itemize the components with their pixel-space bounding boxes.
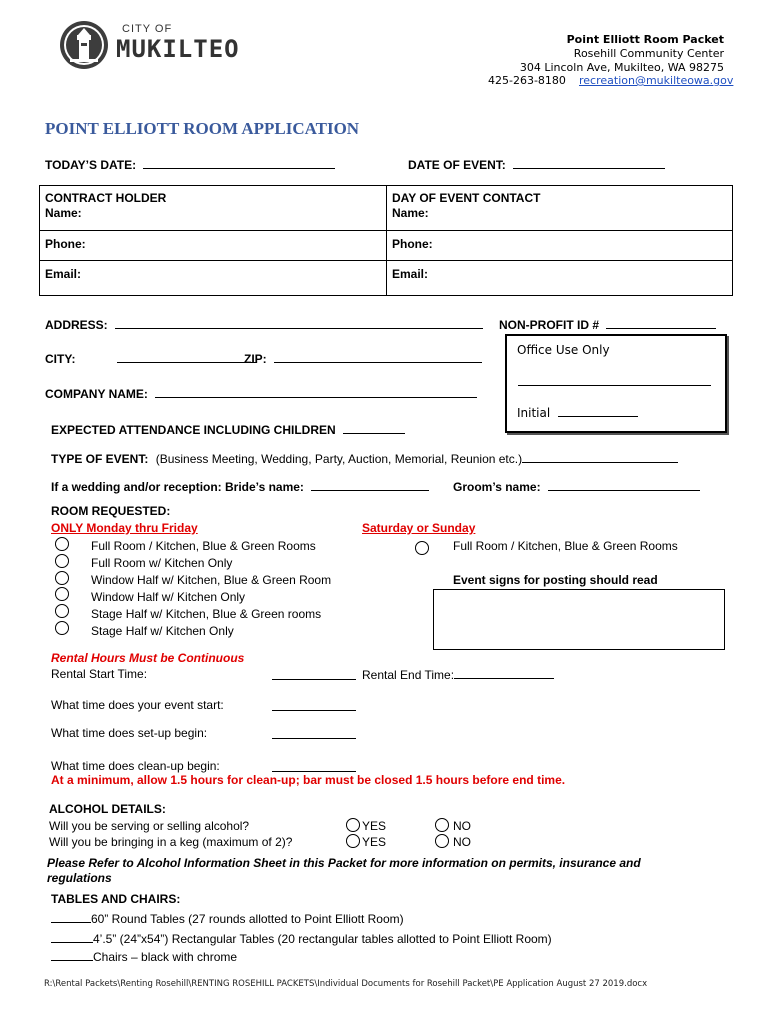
alcohol-note: Please Refer to Alcohol Information Sheet in this Packet for more information on permits, insurance and regulations — [47, 856, 641, 885]
office-use-label: Office Use Only — [517, 343, 610, 357]
header-phone: 425-263-8180 — [488, 74, 566, 87]
alcohol-q1-yes-radio[interactable] — [346, 818, 360, 832]
contract-holder-name: Name: — [45, 206, 82, 220]
event-type-field[interactable] — [522, 451, 678, 463]
nonprofit-label: NON-PROFIT ID # — [499, 318, 600, 332]
rental-end-field[interactable] — [454, 667, 554, 679]
tables-heading: TABLES AND CHAIRS: — [51, 892, 181, 906]
event-contact-name: Name: — [392, 206, 429, 220]
event-type-label: TYPE OF EVENT: — [51, 452, 149, 466]
event-contact-phone: Phone: — [392, 237, 433, 251]
weekday-option-1: Full Room / Kitchen, Blue & Green Rooms — [91, 539, 316, 553]
event-contact-email: Email: — [392, 267, 429, 281]
weekday-radio-4[interactable] — [55, 587, 69, 601]
contract-holder-heading: CONTRACT HOLDER — [45, 191, 167, 205]
office-initial-label: Initial — [517, 406, 551, 420]
header-address: 304 Lincoln Ave, Mukilteo, WA 98275 — [519, 61, 724, 74]
weekend-radio-1[interactable] — [415, 541, 429, 555]
weekday-radio-2[interactable] — [55, 554, 69, 568]
alcohol-question-1: Will you be serving or selling alcohol? — [49, 819, 250, 833]
office-use-line — [518, 385, 711, 386]
city-logo — [58, 17, 268, 73]
round-tables-label: 60” Round Tables (27 rounds allotted to Point Elliott Room) — [91, 912, 404, 926]
weekend-heading: Saturday or Sunday — [362, 521, 476, 535]
setup-field[interactable] — [272, 738, 356, 739]
event-start-label: What time does your event start: — [51, 698, 224, 712]
weekday-option-6: Stage Half w/ Kitchen Only — [91, 624, 234, 638]
brides-name-field[interactable] — [311, 479, 429, 491]
weekday-option-4: Window Half w/ Kitchen Only — [91, 590, 246, 604]
event-signs-label: Event signs for posting should read — [453, 573, 658, 587]
weekday-option-2: Full Room w/ Kitchen Only — [91, 556, 233, 570]
nonprofit-field[interactable] — [606, 317, 716, 329]
alcohol-heading: ALCOHOL DETAILS: — [49, 802, 166, 816]
weekday-option-5: Stage Half w/ Kitchen, Blue & Green rooms — [91, 607, 322, 621]
cleanup-label: What time does clean-up begin: — [51, 759, 220, 773]
table-row-phone[interactable] — [40, 231, 732, 261]
alcohol-q2-no-label: NO — [453, 835, 471, 849]
rental-continuous-note: Rental Hours Must be Continuous — [51, 651, 245, 665]
alcohol-question-2: Will you be bringing in a keg (maximum of 2)? — [49, 835, 293, 849]
company-field[interactable] — [155, 386, 477, 398]
lighthouse-icon — [58, 19, 110, 71]
todays-date-label: TODAY’S DATE: — [45, 158, 137, 172]
alcohol-q1-no-label: NO — [453, 819, 471, 833]
chairs-field[interactable] — [51, 949, 93, 961]
address-field[interactable] — [115, 317, 483, 329]
event-signs-box[interactable] — [433, 589, 725, 650]
alcohol-q2-yes-label: YES — [362, 835, 387, 849]
address-label: ADDRESS: — [45, 318, 108, 332]
rect-tables-label: 4’.5” (24”x54”) Rectangular Tables (20 rectangular tables allotted to Point Elliott Room) — [93, 932, 552, 946]
weekday-radio-5[interactable] — [55, 604, 69, 618]
event-date-label: DATE OF EVENT: — [408, 158, 506, 172]
grooms-name-label: Groom’s name: — [453, 480, 541, 494]
round-tables-field[interactable] — [51, 911, 91, 923]
header-center: Rosehill Community Center — [573, 47, 724, 60]
setup-label: What time does set-up begin: — [51, 726, 208, 740]
header-email-link[interactable]: recreation@mukilteowa.gov — [579, 74, 734, 87]
grooms-name-field[interactable] — [548, 479, 700, 491]
footer-path: R:\Rental Packets\Renting Rosehill\RENTING ROSEHILL PACKETS\Individual Documents for Rosehill Packet\PE Application August 27 2019.docx — [44, 979, 648, 989]
cleanup-field[interactable] — [272, 771, 356, 772]
contact-table — [39, 185, 733, 296]
weekday-heading: ONLY Monday thru Friday — [51, 521, 198, 535]
attendance-field[interactable] — [343, 422, 405, 434]
office-use-box — [505, 334, 727, 433]
zip-label: ZIP: — [244, 352, 267, 366]
event-date-field[interactable] — [513, 157, 665, 169]
office-initial-field[interactable] — [558, 405, 638, 417]
event-start-field[interactable] — [272, 710, 356, 711]
weekend-option-1: Full Room / Kitchen, Blue & Green Rooms — [453, 539, 678, 553]
weekday-radio-6[interactable] — [55, 621, 69, 635]
city-label: CITY: — [45, 352, 76, 366]
todays-date-field[interactable] — [143, 157, 335, 169]
rental-start-field[interactable] — [272, 679, 356, 680]
rental-end-label: Rental End Time: — [362, 668, 455, 682]
header-packet: Point Elliott Room Packet — [566, 33, 724, 46]
logo-name: MUKILTEO — [116, 35, 240, 63]
alcohol-q2-no-radio[interactable] — [435, 834, 449, 848]
logo-city-of: CITY OF — [122, 23, 173, 35]
alcohol-q2-yes-radio[interactable] — [346, 834, 360, 848]
chairs-label: Chairs – black with chrome — [93, 950, 238, 964]
weekday-radio-3[interactable] — [55, 571, 69, 585]
cleanup-warning: At a minimum, allow 1.5 hours for clean-up; bar must be closed 1.5 hours before end time. — [51, 773, 566, 787]
rental-start-label: Rental Start Time: — [51, 667, 148, 681]
event-type-examples: (Business Meeting, Wedding, Party, Auction, Memorial, Reunion etc.) — [155, 452, 523, 466]
alcohol-q1-no-radio[interactable] — [435, 818, 449, 832]
weekday-option-3: Window Half w/ Kitchen, Blue & Green Room — [91, 573, 332, 587]
event-contact-heading: DAY OF EVENT CONTACT — [392, 191, 541, 205]
zip-field[interactable] — [274, 351, 482, 363]
attendance-label: EXPECTED ATTENDANCE INCLUDING CHILDREN — [51, 423, 336, 437]
weekday-radio-1[interactable] — [55, 537, 69, 551]
room-requested-heading: ROOM REQUESTED: — [51, 504, 171, 518]
rect-tables-field[interactable] — [51, 931, 93, 943]
contract-holder-phone: Phone: — [45, 237, 86, 251]
contract-holder-email: Email: — [45, 267, 82, 281]
brides-name-label: If a wedding and/or reception: Bride’s name: — [51, 480, 304, 494]
page-title: POINT ELLIOTT ROOM APPLICATION — [45, 119, 360, 138]
city-field[interactable] — [117, 351, 257, 363]
company-label: COMPANY NAME: — [45, 387, 148, 401]
alcohol-q1-yes-label: YES — [362, 819, 387, 833]
